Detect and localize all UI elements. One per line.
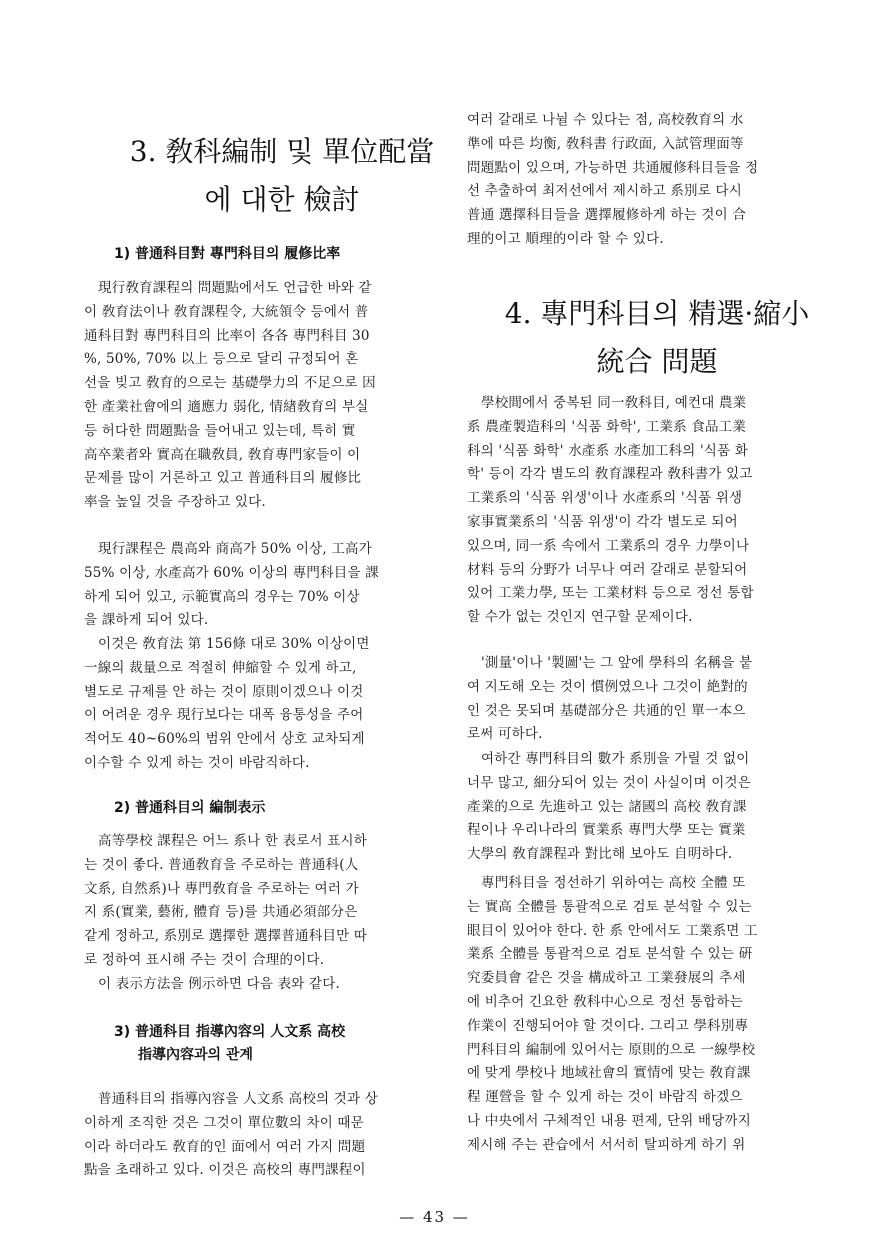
text-line: 專門科目을 정선하기 위하여는 高校 全體 또 bbox=[481, 875, 746, 891]
text-line: 門科目의 編制에 있어서는 原則的으로 一線學校 bbox=[467, 1041, 756, 1058]
sub2-paragraph-1 bbox=[84, 830, 440, 973]
subsection-3-heading-line-2: 指導內容과의 관계 bbox=[138, 1047, 253, 1063]
text-line: 高卒業者와 實高在職敎員, 敎育專門家들이 이 bbox=[84, 446, 361, 463]
sec4-paragraph-4 bbox=[467, 872, 827, 1158]
text-line: 程이나 우리나라의 實業系 專門大學 또는 實業 bbox=[467, 822, 746, 839]
text-line: 있으며, 同一系 속에서 工業系의 경우 力學이나 bbox=[467, 537, 750, 554]
text-line: 하게 되어 있고, 示範實高의 경우는 70% 이상 bbox=[84, 588, 360, 605]
text-line: 할 수가 없는 것인지 연구할 문제이다. bbox=[467, 609, 693, 626]
sub1-paragraph-1 bbox=[84, 277, 440, 515]
text-line: 點을 초래하고 있다. 이것은 高校의 專門課程이 bbox=[84, 1162, 366, 1179]
text-line: 一線의 裁量으로 적절히 伸縮할 수 있게 하고, bbox=[84, 659, 357, 676]
text-line: 55% 이상, 水產高가 60% 이상의 專門科目을 課 bbox=[84, 564, 379, 581]
section-3-title-line-2: 에 대한 檢討 bbox=[204, 183, 360, 216]
text-line: 이하게 조직한 것은 그것이 單位數의 차이 때문 bbox=[84, 1114, 364, 1131]
sub3-paragraph-1 bbox=[84, 1088, 440, 1183]
subsection-3-heading-line-1: 3) 普通科目 指導內容의 人文系 高校 bbox=[114, 1024, 346, 1040]
text-line: 現行課程은 農高와 商高가 50% 이상, 工高가 bbox=[98, 541, 372, 557]
section-4-title bbox=[497, 290, 817, 386]
text-line: 는 實高 全體를 통괄적으로 검토 분석할 수 있는 bbox=[467, 898, 752, 915]
text-line: 眼目이 있어야 한다. 한 系 안에서도 工業系면 工 bbox=[467, 922, 758, 939]
text-line: 高等學校 課程은 어느 系나 한 表로서 표시하 bbox=[98, 833, 367, 849]
text-line: 이것은 敎育法 第 156條 대로 30% 이상이면 bbox=[98, 636, 370, 652]
text-line: 學校間에서 중복된 同一敎科目, 예컨대 農業 bbox=[481, 395, 747, 411]
subsection-3-heading bbox=[114, 1021, 345, 1067]
text-line: 家事實業系의 '식품 위생'이 각각 별도로 되어 bbox=[467, 513, 738, 530]
text-line: 程 運營을 할 수 있게 하는 것이 바람직 하겠으 bbox=[467, 1089, 743, 1106]
text-line: 학' 등이 각각 별도의 敎育課程과 敎科書가 있고 bbox=[467, 466, 753, 483]
text-line: 있어 工業力學, 또는 工業材料 등으로 정선 통합 bbox=[467, 585, 754, 602]
text-line: 理的이고 順理的이라 할 수 있다. bbox=[467, 230, 664, 247]
text-line: 系 農產製造科의 '식품 화학', 工業系 食品工業 bbox=[467, 418, 747, 435]
text-line: 등 허다한 問題點을 들어내고 있는데, 특히 實 bbox=[84, 422, 356, 439]
sub1-paragraph-3 bbox=[84, 633, 440, 776]
text-line: 이 어려운 경우 現行보다는 대폭 융통성을 주어 bbox=[84, 707, 364, 724]
text-line: 이라 하더라도 敎育的인 面에서 여러 가지 問題 bbox=[84, 1138, 366, 1155]
sec4-paragraph-2 bbox=[467, 652, 827, 747]
text-line: 產業的으로 先進하고 있는 諸國의 高校 敎育課 bbox=[467, 798, 747, 815]
text-line: 지 系(實業, 藝術, 體育 등)를 共通必須部分은 bbox=[84, 904, 358, 921]
text-line: 에 비추어 긴요한 敎科中心으로 정선 통합하는 bbox=[467, 993, 743, 1010]
text-line: 제시해 주는 관습에서 서서히 탈피하게 하기 위 bbox=[467, 1136, 746, 1153]
sub2-paragraph-2 bbox=[84, 973, 440, 997]
text-line: 적어도 40~60%의 범위 안에서 상호 교차되게 bbox=[84, 731, 365, 748]
section-3-title-line-1: 3. 敎科編制 및 單位配當 bbox=[129, 135, 435, 168]
text-line: 여하간 專門科目의 數가 系別을 가릴 것 없이 bbox=[481, 751, 750, 767]
text-line: '測量'이나 '製圖'는 그 앞에 學科의 名稱을 붙 bbox=[481, 655, 753, 671]
text-line: 여러 갈래로 나뉠 수 있다는 점, 高校敎育의 水 bbox=[467, 112, 744, 128]
sub1-paragraph-2 bbox=[84, 538, 440, 633]
text-line: 선을 빚고 敎育的으로는 基礎學力의 不足으로 因 bbox=[84, 375, 376, 392]
text-line: 問題點이 있으며, 가능하면 共通履修科目들을 정 bbox=[467, 159, 759, 176]
text-line: 大學의 敎育課程과 對比해 보아도 自明하다. bbox=[467, 846, 733, 863]
subsection-2-heading: 2) 普通科目의 編制表示 bbox=[114, 800, 266, 816]
text-line: 文系, 自然系)나 專門敎育을 주로하는 여러 가 bbox=[84, 880, 359, 897]
text-line: 나 中央에서 구체적인 내용 편제, 단위 배당까지 bbox=[467, 1112, 751, 1129]
text-line: 인 것은 못되며 基礎部分은 共通的인 單一本으 bbox=[467, 702, 746, 719]
text-line: 이수할 수 있게 하는 것이 바람직하다. bbox=[84, 754, 310, 771]
text-line: 한 產業社會에의 適應力 弱化, 情緖敎育의 부실 bbox=[84, 398, 369, 415]
sec4-paragraph-3 bbox=[467, 748, 827, 867]
section-3-title bbox=[122, 128, 442, 224]
text-line: 같게 정하고, 系別로 選擇한 選擇普通科目만 따 bbox=[84, 928, 368, 945]
text-line: 이 敎育法이나 敎育課程令, 大統領令 등에서 普 bbox=[84, 303, 369, 320]
text-line: 工業系의 '식품 위생'이나 水產系의 '식품 위생 bbox=[467, 490, 743, 507]
text-line: 별도로 규제를 안 하는 것이 原則이겠으나 이것 bbox=[84, 683, 364, 700]
text-line: 선 추출하여 최저선에서 제시하고 系別로 다시 bbox=[467, 183, 742, 200]
text-line: 을 課하게 되어 있다. bbox=[84, 612, 209, 629]
text-line: 通科目對 專門科目의 比率이 各各 專門科目 30 bbox=[84, 327, 370, 344]
text-line: 普通科目의 指導內容을 人文系 高校의 것과 상 bbox=[98, 1091, 379, 1107]
text-line: 여 지도해 오는 것이 慣例였으나 그것이 絶對的 bbox=[467, 678, 748, 695]
text-line: 로써 可하다. bbox=[467, 726, 543, 743]
text-line: 너무 많고, 細分되어 있는 것이 사실이며 이것은 bbox=[467, 774, 751, 791]
text-line: 는 것이 좋다. 普通敎育을 주로하는 普通科(人 bbox=[84, 856, 359, 873]
continuation-paragraph bbox=[467, 109, 827, 252]
text-line: 普通 選擇科目들을 選擇履修하게 하는 것이 合 bbox=[467, 207, 747, 224]
text-line: 準에 따른 均衡, 敎科書 行政面, 入試管理面等 bbox=[467, 135, 744, 152]
text-line: 에 맞게 學校나 地域社會의 實情에 맞는 敎育課 bbox=[467, 1065, 751, 1082]
sec4-paragraph-1 bbox=[467, 392, 827, 630]
subsection-1-heading: 1) 普通科目對 專門科目의 履修比率 bbox=[114, 246, 341, 262]
text-line: 作業이 진행되어야 할 것이다. 그리고 學科別專 bbox=[467, 1017, 749, 1034]
text-line: 科의 '식품 화학' 水產系 水產加工科의 '식품 화 bbox=[467, 442, 749, 459]
text-line: 材料 등의 分野가 너무나 여러 갈래로 분할되어 bbox=[467, 561, 748, 578]
section-4-title-line-2: 統合 問題 bbox=[596, 345, 718, 378]
text-line: 業系 全體를 통괄적으로 검토 분석할 수 있는 硏 bbox=[467, 946, 753, 963]
section-4-title-line-1: 4. 專門科目의 精選·縮小 bbox=[504, 297, 810, 330]
text-line: 문제를 많이 거론하고 있고 普通科目의 履修比 bbox=[84, 470, 362, 487]
text-line: 로 정하여 표시해 주는 것이 合理的이다. bbox=[84, 951, 325, 968]
text-line: %, 50%, 70% 以上 등으로 달리 규정되어 혼 bbox=[84, 351, 359, 368]
text-line: 現行敎育課程의 問題點에서도 언급한 바와 같 bbox=[98, 280, 372, 296]
text-line: 이 表示方法을 例示하면 다음 表와 같다. bbox=[98, 976, 341, 992]
text-line: 率을 높일 것을 주장하고 있다. bbox=[84, 494, 266, 511]
text-line: 究委員會 같은 것을 構成하고 工業發展의 추세 bbox=[467, 970, 746, 987]
page-number: — 43 — bbox=[399, 1208, 470, 1226]
